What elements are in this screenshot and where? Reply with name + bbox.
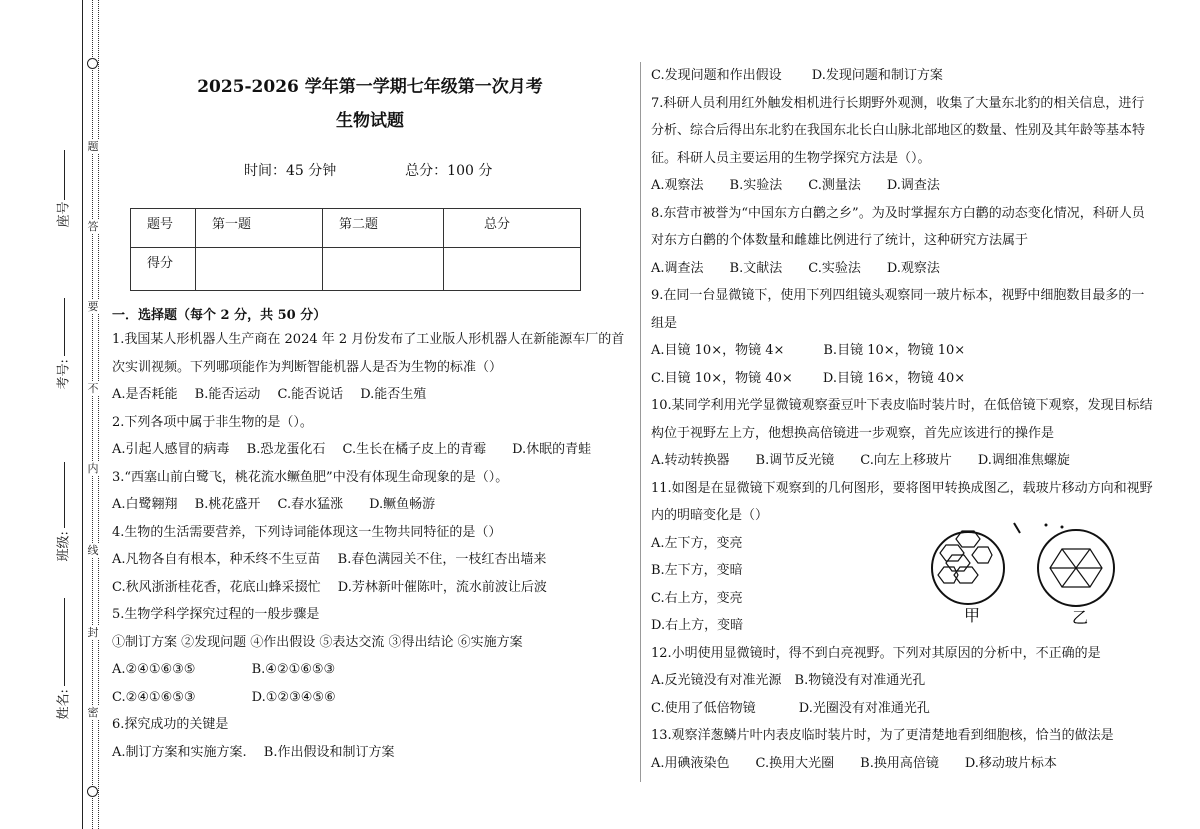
margin-char: 不	[87, 382, 99, 395]
question-line: 分析、综合后得出东北豹在我国东北长白山脉北部地区的数量、性别及其年龄等基本特	[651, 123, 1146, 138]
question-line: 9.在同一台显微镜下，使用下列四组镜头观察同一玻片标本，视野中细胞数目最多的一	[651, 288, 1145, 303]
score-table-score-row	[131, 248, 581, 291]
score-table-header-row	[131, 209, 581, 248]
margin-char: 答	[87, 220, 99, 233]
question-line: A.观察法 B.实验法 C.测量法 D.调查法	[651, 178, 940, 193]
left-column	[112, 326, 624, 766]
question-line: C.使用了低倍物镜 D.光圈没有对准通光孔	[651, 700, 930, 716]
question-line: C.右上方，变亮	[651, 590, 743, 606]
question-line: 8.东营市被誉为“中国东方白鹳之乡”。为及时掌握东方白鹳的动态变化情况，科研人员	[651, 205, 1145, 221]
question-line: C.目镜 10×，物镜 40× D.目镜 16×，物镜 40×	[651, 370, 966, 386]
margin-char: 封	[87, 626, 99, 639]
score-header-cell: 题号	[131, 209, 196, 248]
question-line: 组是	[651, 315, 678, 331]
question-line: 11.如图是在显微镜下观察到的几何图形，要将图甲转换成图乙，载玻片移动方向和视野	[651, 480, 1153, 496]
right-column	[651, 62, 1153, 777]
question-line: 6.探究成功的关键是	[112, 717, 229, 732]
question-line: A.引起人感冒的病毒 B.恐龙蛋化石 C.生长在橘子皮上的青霉 D.休眠的青蛙	[112, 442, 592, 457]
score-cell[interactable]	[444, 248, 581, 291]
exam-meta	[244, 160, 492, 180]
column-divider	[640, 62, 641, 782]
question-line: A.调查法 B.文献法 C.实验法 D.观察法	[651, 260, 940, 276]
exam-number-line[interactable]	[64, 298, 65, 356]
question-line: A.反光镜没有对准光源 B.物镜没有对准通光孔	[651, 673, 926, 688]
score-row-label: 得分	[131, 248, 196, 291]
margin-char: 密	[87, 706, 99, 719]
question-line: 对东方白鹳的个体数量和雌雄比例进行了统计，这种研究方法属于	[651, 233, 1029, 248]
margin-char: 要	[87, 300, 99, 313]
score-table	[130, 208, 581, 291]
question-line: 13.观察洋葱鳞片叶内表皮临时装片时，为了更清楚地看到细胞核，恰当的做法是	[651, 728, 1114, 743]
score-cell[interactable]	[196, 248, 323, 291]
field-a	[932, 531, 1004, 604]
margin-char: 题	[87, 140, 99, 153]
margin-char: 内	[87, 462, 99, 475]
question-line: 次实训视频。下列哪项能作为判断智能机器人是否为生物的标准（）	[112, 359, 503, 375]
question-line: A.凡物各自有根本，种禾终不生豆苗 B.春色满园关不住，一枝红杏出墙来	[112, 552, 547, 567]
question-line: A.白鹭翱翔 B.桃花盛开 C.春水猛涨 D.鳜鱼畅游	[112, 497, 436, 512]
question-line: 7.科研人员利用红外触发相机进行长期野外观测，收集了大量东北豹的相关信息，进行	[651, 95, 1145, 111]
question-line: B.左下方，变暗	[651, 563, 743, 578]
question-line: D.右上方，变暗	[651, 618, 744, 633]
question-line: C.发现问题和作出假设 D.发现问题和制订方案	[651, 68, 943, 83]
question-line: 12.小明使用显微镜时，得不到白亮视野。下列对其原因的分析中，不正确的是	[651, 645, 1101, 661]
binding-margin	[0, 0, 110, 829]
section-title: 一．选择题（每个 2 分，共 50 分）	[112, 308, 327, 323]
exam-title: 2025-2026 学年第一学期七年级第一次月考	[197, 77, 543, 97]
seat-line[interactable]	[64, 150, 65, 200]
margin-char: 线	[87, 544, 99, 557]
question-line: A.制订方案和实施方案. B.作出假设和制订方案	[112, 744, 395, 760]
question-line: A.②④①⑥③⑤ B.④②①⑥⑤③	[112, 662, 336, 677]
score-cell[interactable]	[323, 248, 444, 291]
score-header-cell: 第一题	[196, 209, 323, 248]
class-label: 班级:	[56, 531, 72, 562]
question-line: A.是否耗能 B.能否运动 C.能否说话 D.能否生殖	[112, 387, 427, 402]
question-line: A.转动转换器 B.调节反光镜 C.向左上移玻片 D.调细准焦螺旋	[651, 453, 1070, 468]
binding-dotted-line	[92, 0, 93, 829]
question-line: 内的明暗变化是（）	[651, 508, 769, 523]
question-line: 5.生物学科学探究过程的一般步骤是	[112, 607, 320, 622]
name-label: 姓名:	[56, 689, 72, 720]
figure-dot	[1061, 526, 1064, 529]
microscope-figure	[928, 513, 1128, 633]
question-line: 4.生物的生活需要营养，下列诗词能体现这一生物共同特征的是（）	[112, 524, 502, 540]
binding-circle-bottom	[87, 786, 98, 797]
figure-svg	[928, 513, 1128, 633]
question-line: C.②④①⑥⑤③ D.①②③④⑤⑥	[112, 689, 336, 705]
exam-number-label: 考号:	[56, 359, 72, 390]
score-header-cell: 第二题	[323, 209, 444, 248]
question-line: ①制订方案 ②发现问题 ④作出假设 ⑤表达交流 ③得出结论 ⑥实施方案	[112, 634, 523, 650]
figure-mark	[1014, 523, 1020, 533]
question-line: 构位于视野左上方，他想换高倍镜进一步观察，首先应该进行的操作是	[651, 425, 1055, 441]
question-line: 1.我国某人形机器人生产商在 2024 年 2 月份发布了工业版人形机器人在新能源车厂的首	[112, 332, 625, 347]
binding-dotted-line-inner	[98, 0, 99, 829]
figure-dot	[1045, 524, 1048, 527]
exam-time: 时间：45 分钟	[244, 163, 337, 179]
exam-total: 总分：100 分	[405, 163, 493, 179]
binding-solid-line	[82, 0, 83, 829]
exam-subtitle: 生物试题	[336, 111, 404, 131]
figure-label-b: 乙	[1072, 608, 1089, 627]
name-line[interactable]	[64, 598, 65, 686]
question-line: 征。科研人员主要运用的生物学探究方法是（）。	[651, 150, 931, 166]
field-b	[1038, 530, 1114, 606]
question-line: C.秋风浙浙桂花香，花底山蜂采掇忙 D.芳林新叶催陈叶，流水前波让后波	[112, 579, 547, 595]
score-header-cell: 总分	[444, 209, 581, 248]
binding-circle-top	[87, 58, 98, 69]
question-line: A.目镜 10×，物镜 4× B.目镜 10×，物镜 10×	[651, 343, 966, 358]
question-line: 10.某同学利用光学显微镜观察蚕豆叶下表皮临时装片时，在低倍镜下观察，发现目标结	[651, 398, 1153, 413]
question-line: A.左下方，变亮	[651, 535, 743, 551]
question-line: 2.下列各项中属于非生物的是（）。	[112, 414, 313, 430]
seat-label: 座号	[56, 201, 72, 228]
question-line: A.用碘液染色 C.换用大光圈 B.换用高倍镜 D.移动玻片标本	[651, 755, 1057, 771]
figure-label-a: 甲	[964, 606, 981, 625]
question-line: 3.“西塞山前白鹭飞，桃花流水鳜鱼肥”中没有体现生命现象的是（）。	[112, 469, 509, 485]
class-line[interactable]	[64, 462, 65, 528]
